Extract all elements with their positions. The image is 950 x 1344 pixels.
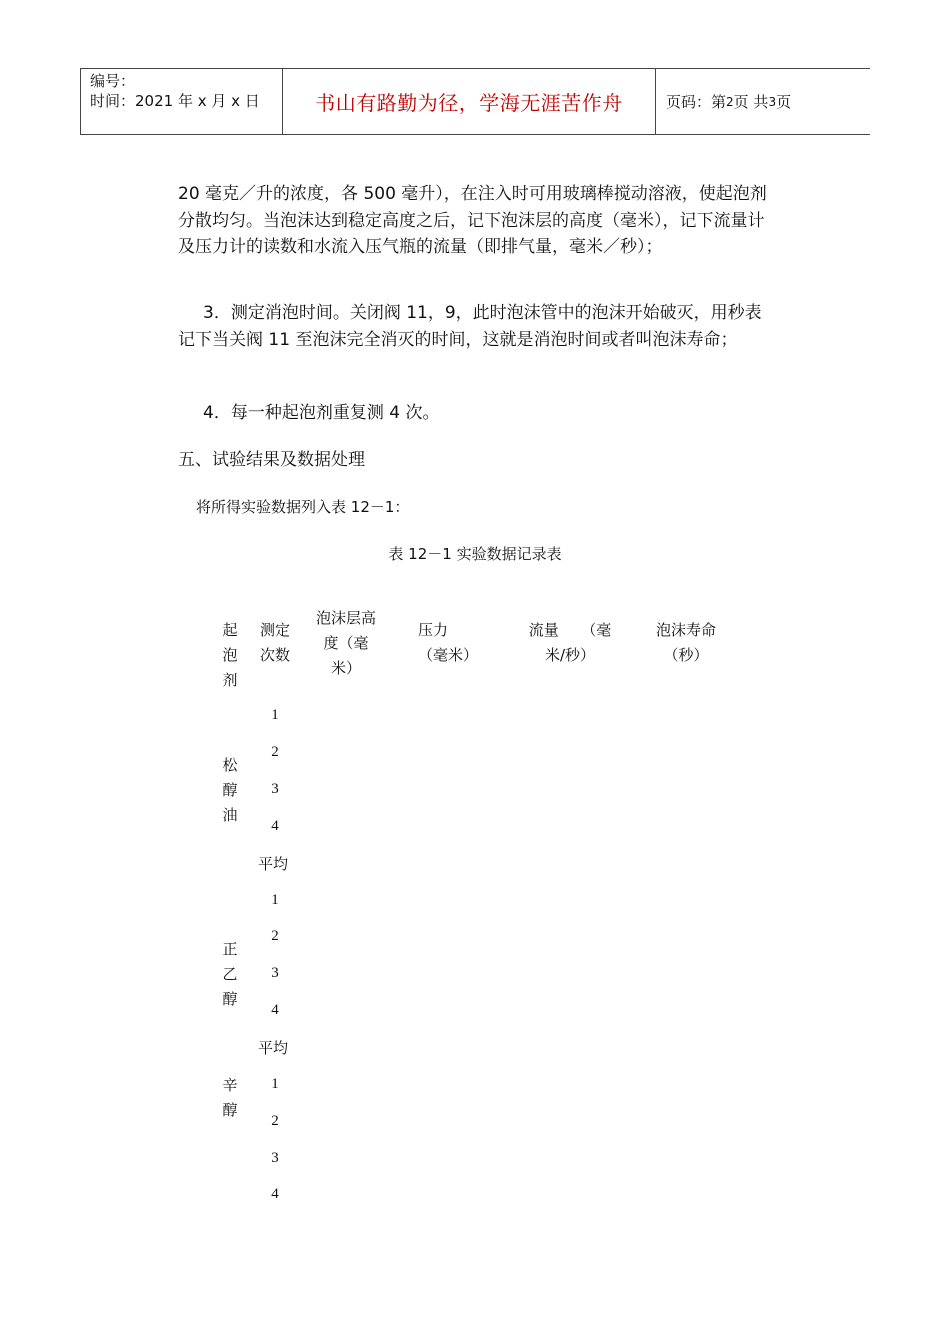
- row-number: 3: [271, 781, 279, 797]
- header-count: [254, 618, 296, 668]
- header-count-line1: 测定: [259, 621, 290, 639]
- row-number: 2: [271, 928, 279, 944]
- header-pressure-line1: 压力: [418, 621, 449, 639]
- row-number: 4: [271, 1002, 279, 1018]
- header-foam-life: [644, 618, 728, 668]
- header-foam-height: [306, 606, 386, 681]
- agent-n-ethanol-text: 正乙醇: [222, 940, 238, 1008]
- header-agent-text: 起泡剂: [222, 621, 238, 689]
- header-flow-line1: 流量 （毫: [528, 621, 612, 639]
- row-number: 2: [271, 1113, 279, 1129]
- header-life-line1: 泡沫寿命: [655, 621, 716, 639]
- header-foam-line2: 度（毫: [323, 634, 369, 652]
- time-label: 时间：2021 年 x 月 x 日: [90, 92, 260, 110]
- row-number: 4: [271, 1186, 279, 1202]
- agent-n-ethanol: [220, 937, 240, 1012]
- header-flow-line2: 米/秒）: [544, 646, 596, 664]
- paragraph-procedure-4: 4．每一种起泡剂重复测 4 次。: [203, 403, 440, 423]
- table-intro: 将所得实验数据列入表 12－1：: [196, 498, 410, 516]
- header-motto: 书山有路勤为径，学海无涯苦作舟: [283, 69, 656, 134]
- page-current: 2: [726, 94, 734, 109]
- header-foam-line3: 米）: [330, 659, 361, 677]
- serial-number-label: 编号：: [90, 72, 136, 90]
- header-agent: [220, 618, 240, 693]
- page-mid: 页 共: [733, 93, 769, 111]
- page-suffix: 页: [776, 93, 792, 111]
- section-title: 五、试验结果及数据处理: [178, 450, 365, 470]
- row-average: 平均: [258, 855, 289, 873]
- paragraph-procedure-3: 3．测定消泡时间。关闭阀 11，9，此时泡沫管中的泡沫开始破灭，用秒表记下当关阀 11 至泡沫完全消灭的时间，这就是消泡时间或者叫泡沫寿命；: [178, 303, 762, 350]
- header-life-line2: （秒）: [663, 646, 709, 664]
- paragraph-procedure-2: 20 毫克／升的浓度，各 500 毫升），在注入时可用玻璃棒搅动溶液，使起泡剂分散均匀。当泡沫达到稳定高度之后，记下泡沫层的高度（毫米），记下流量计及压力计的读数和水流入压气瓶的流量（即排气量，毫米／秒）；: [178, 184, 767, 257]
- page-number: [656, 69, 870, 134]
- table-caption: 表 12－1 实验数据记录表: [388, 545, 562, 563]
- page-total: 3: [768, 94, 777, 109]
- row-average: 平均: [258, 1039, 289, 1057]
- row-number: 4: [271, 818, 279, 834]
- row-number: 1: [271, 1076, 279, 1092]
- header-flow: [510, 618, 630, 668]
- row-number: 3: [271, 965, 279, 981]
- page-prefix: 页码：第: [666, 93, 727, 111]
- header-info-cell: [81, 69, 283, 134]
- page-header: [80, 68, 870, 135]
- row-number: 1: [271, 707, 279, 723]
- row-number: 1: [271, 892, 279, 908]
- agent-octanol: [220, 1073, 240, 1123]
- header-pressure-line2: （毫米）: [417, 646, 478, 664]
- header-foam-line1: 泡沫层高: [315, 609, 376, 627]
- row-number: 3: [271, 1150, 279, 1166]
- agent-octanol-text: 辛醇: [222, 1076, 238, 1119]
- agent-terpineol-oil: [220, 753, 240, 828]
- agent-terpineol-oil-text: 松醇油: [222, 756, 238, 824]
- row-number: 2: [271, 744, 279, 760]
- header-count-line2: 次数: [259, 646, 290, 664]
- header-pressure: [408, 618, 488, 668]
